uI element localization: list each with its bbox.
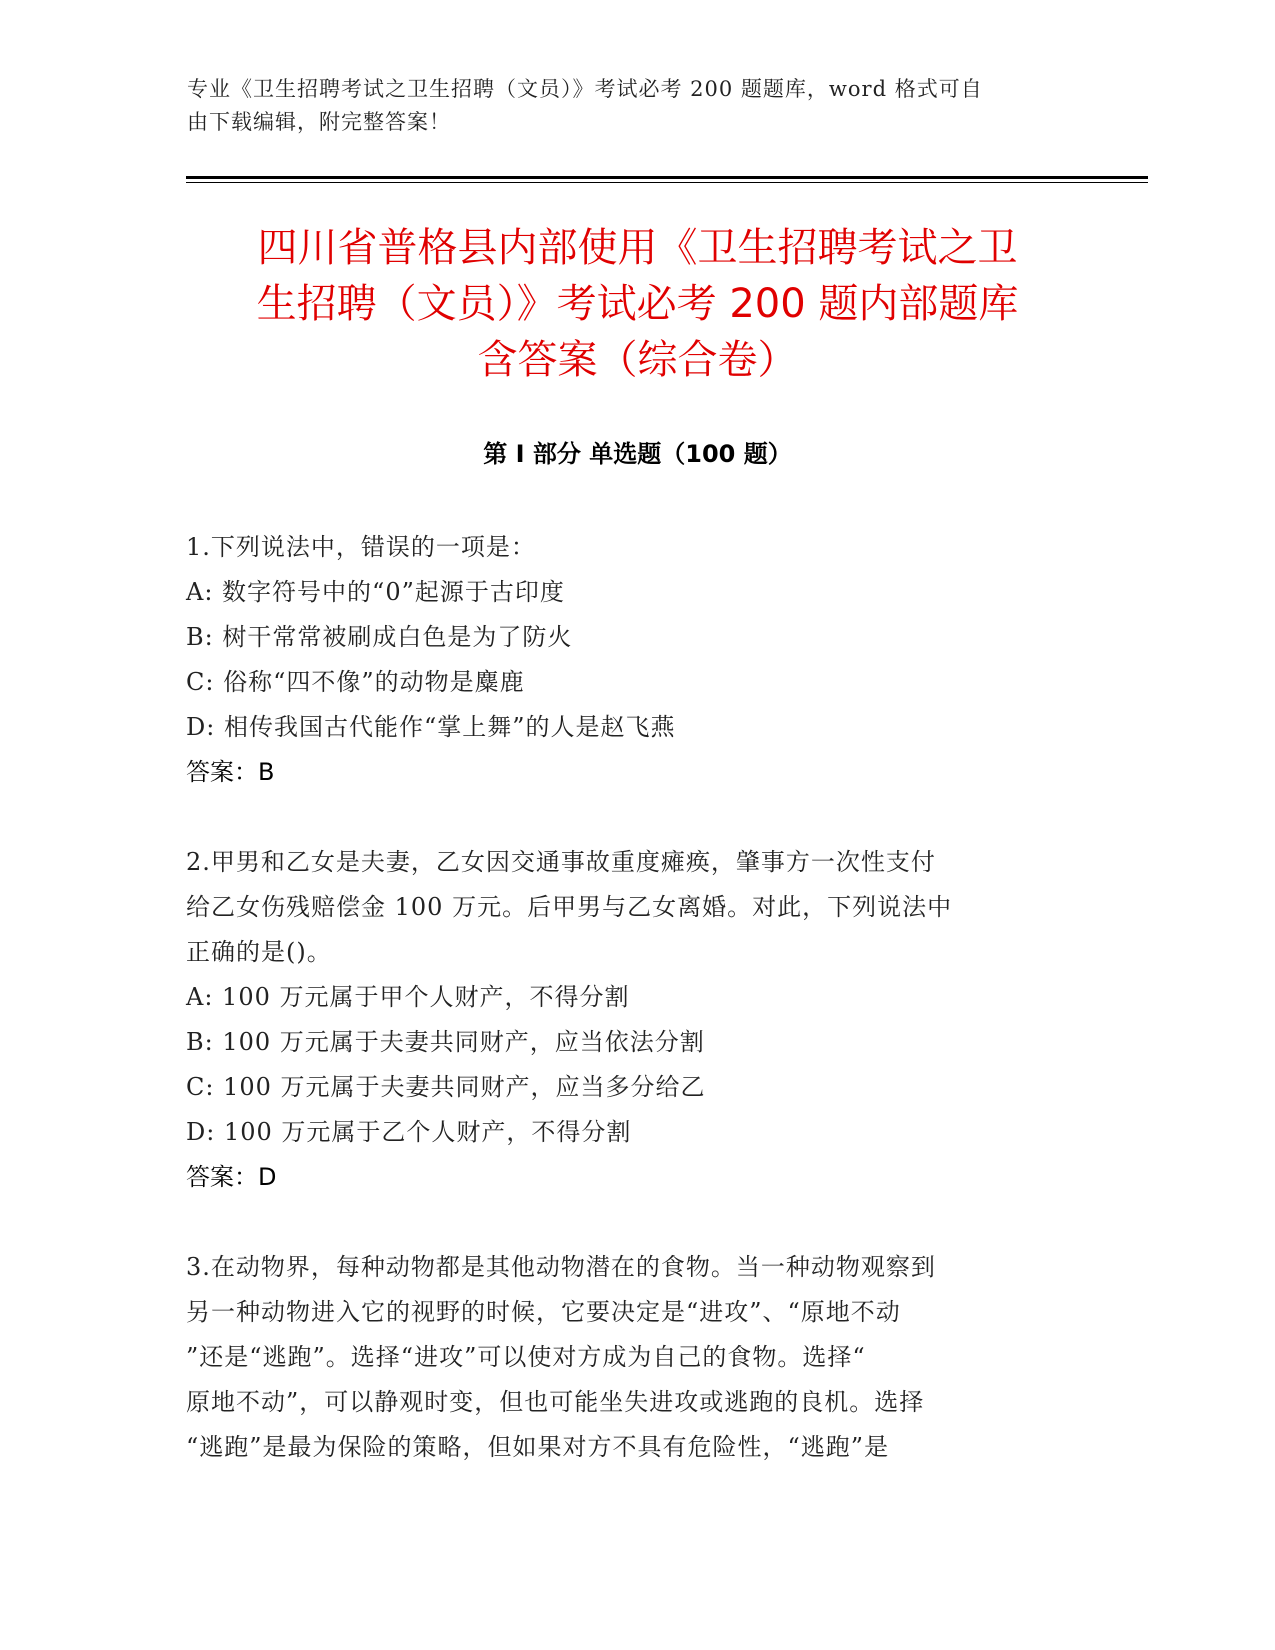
document-title — [186, 220, 1089, 388]
option-c: C: 俗称“四不像”的动物是麋鹿 — [186, 668, 525, 696]
question-1 — [186, 525, 1066, 795]
option-b: B: 树干常常被刷成白色是为了防火 — [186, 623, 573, 651]
header-note — [187, 73, 1067, 139]
header-rule-thin — [186, 182, 1148, 183]
header-note-line: 由下载编辑，附完整答案！ — [187, 110, 451, 134]
header-rule-thick — [186, 176, 1148, 179]
question-text-line: 另一种动物进入它的视野的时候，它要决定是“进攻”、“原地不动 — [186, 1298, 901, 1326]
question-text-line: 正确的是()。 — [186, 938, 332, 966]
question-3 — [186, 1245, 1066, 1470]
document-title-line: 四川省普格县内部使用《卫生招聘考试之卫 — [257, 225, 1018, 271]
question-text-line: 原地不动”，可以静观时变，但也可能坐失进攻或逃跑的良机。选择 — [186, 1388, 925, 1416]
question-list — [186, 525, 1066, 1515]
question-text-line: 给乙女伤残赔偿金 100 万元。后甲男与乙女离婚。对此，下列说法中 — [186, 893, 953, 921]
question-text-line: 1.下列说法中，错误的一项是： — [186, 533, 536, 561]
document-title-line: 生招聘（文员）》考试必考 200 题内部题库 — [256, 281, 1019, 327]
answer: 答案：D — [186, 1163, 277, 1191]
option-a: A: 数字符号中的“0”起源于古印度 — [186, 578, 565, 606]
option-d: D: 100 万元属于乙个人财产，不得分割 — [186, 1118, 632, 1146]
answer: 答案：B — [186, 758, 275, 786]
option-a: A: 100 万元属于甲个人财产，不得分割 — [186, 983, 630, 1011]
question-text-line: ”还是“逃跑”。选择“进攻”可以使对方成为自己的食物。选择“ — [186, 1343, 866, 1371]
document-title-line: 含答案（综合卷） — [477, 337, 798, 383]
option-c: C: 100 万元属于夫妻共同财产，应当多分给乙 — [186, 1073, 706, 1101]
option-b: B: 100 万元属于夫妻共同财产，应当依法分割 — [186, 1028, 705, 1056]
question-2 — [186, 840, 1066, 1200]
section-heading: 第 I 部分 单选题（100 题） — [483, 440, 792, 468]
question-text-line: 2.甲男和乙女是夫妻，乙女因交通事故重度瘫痪，肇事方一次性支付 — [186, 848, 936, 876]
question-text-line: “逃跑”是最为保险的策略，但如果对方不具有危险性，“逃跑”是 — [186, 1433, 890, 1461]
question-text-line: 3.在动物界，每种动物都是其他动物潜在的食物。当一种动物观察到 — [186, 1253, 936, 1281]
option-d: D: 相传我国古代能作“掌上舞”的人是赵飞燕 — [186, 713, 676, 741]
header-note-line: 专业《卫生招聘考试之卫生招聘（文员）》考试必考 200 题题库，word 格式可自 — [187, 77, 983, 101]
